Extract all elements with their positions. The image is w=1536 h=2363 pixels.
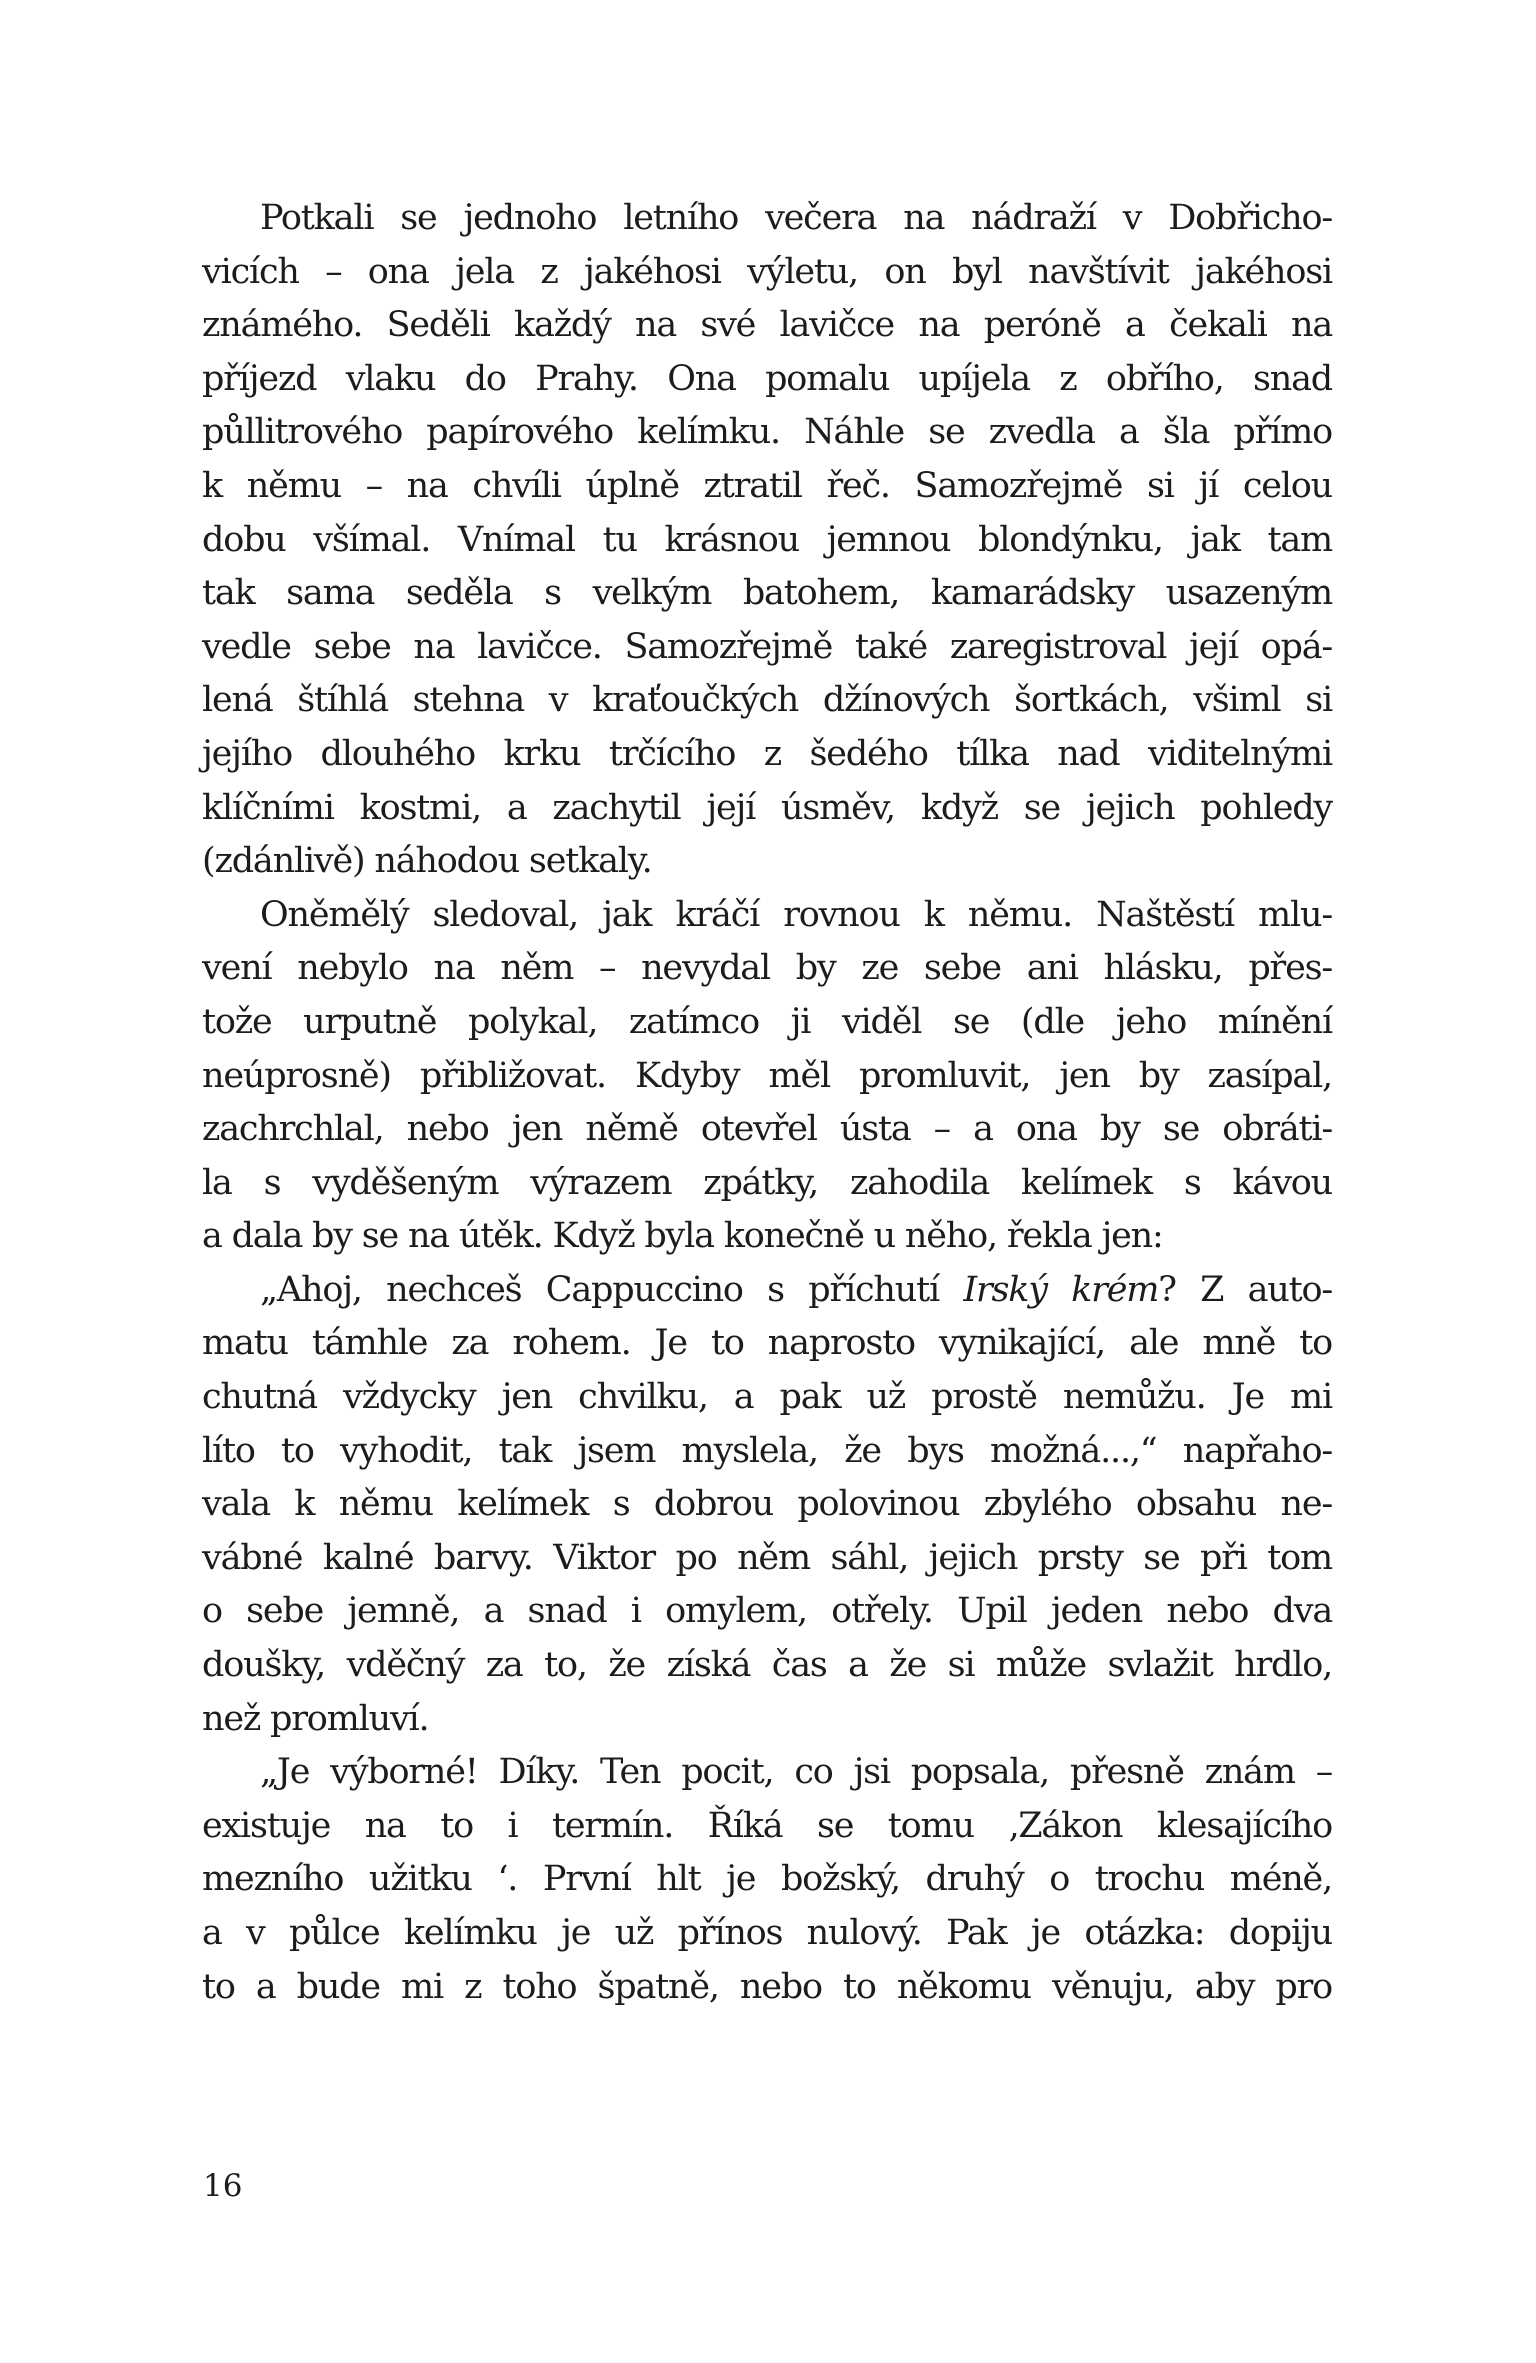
text-line: neúprosně) přibližovat. Kdyby měl promluvit, jen by zasípal, [202, 1055, 1332, 1096]
text-line: matu támhle za rohem. Je to naprosto vynikající, ale mně to [202, 1323, 1332, 1364]
text-line: tak sama seděla s velkým batohem, kamarádsky usazeným [202, 573, 1332, 614]
page-number: 16 [203, 2168, 243, 2204]
text-line: než promluví. [202, 1698, 429, 1739]
text-line: chutná vždycky jen chvilku, a pak už prostě nemůžu. Je mi [202, 1377, 1332, 1418]
text-line: k němu – na chvíli úplně ztratil řeč. Samozřejmě si jí celou [202, 465, 1332, 506]
text-line: dobu všímal. Vnímal tu krásnou jemnou blondýnku, jak tam [202, 519, 1332, 560]
text-line: la s vyděšeným výrazem zpátky, zahodila kelímek s kávou [202, 1162, 1332, 1203]
text-line: lená štíhlá stehna v kraťoučkých džínových šortkách, všiml si [202, 680, 1332, 721]
italic-product-name: Irský krém [963, 1269, 1159, 1310]
text-line: mezního užitku ‘. První hlt je božský, druhý o trochu méně, [202, 1859, 1332, 1900]
text-line: vala k němu kelímek s dobrou polovinou zbylého obsahu ne- [202, 1484, 1332, 1525]
text-line: zachrchlal, nebo jen němě otevřel ústa – a ona by se obráti- [202, 1109, 1332, 1150]
text-line: „Je výborné! Díky. Ten pocit, co jsi popsala, přesně znám – [260, 1752, 1332, 1793]
text-line: známého. Seděli každý na své lavičce na peróně a čekali na [202, 305, 1332, 346]
text-line: Oněmělý sledoval, jak kráčí rovnou k němu. Naštěstí mlu- [260, 894, 1332, 935]
text-line: jejího dlouhého krku trčícího z šedého tílka nad viditelnými [202, 733, 1332, 774]
text-line: a v půlce kelímku je už přínos nulový. Pak je otázka: dopiju [202, 1913, 1332, 1953]
text-line: klíčními kostmi, a zachytil její úsměv, když se jejich pohledy [202, 787, 1332, 828]
text-line: o sebe jemně, a snad i omylem, otřely. Upil jeden nebo dva [202, 1591, 1332, 1632]
text-line: a dala by se na útěk. Když byla konečně u něho, řekla jen: [202, 1216, 1163, 1257]
text-line: líto to vyhodit, tak jsem myslela, že bys možná...,“ napřaho- [202, 1430, 1332, 1471]
text-line: tože urputně polykal, zatímco ji viděl se (dle jeho mínění [202, 1001, 1332, 1042]
text-line: Potkali se jednoho letního večera na nádraží v Dobřicho- [260, 198, 1332, 238]
text-line: půllitrového papírového kelímku. Náhle se zvedla a šla přímo [202, 412, 1332, 453]
text-line: existuje na to i termín. Říká se tomu ‚Zákon klesajícího [202, 1805, 1332, 1846]
text-line [202, 1264, 1332, 1318]
text-line: vábné kalné barvy. Viktor po něm sáhl, jejich prsty se při tom [202, 1537, 1332, 1578]
text-line: (zdánlivě) náhodou setkaly. [202, 841, 652, 882]
text-line: vedle sebe na lavičce. Samozřejmě také zaregistroval její opá- [202, 626, 1332, 667]
text-line: vicích – ona jela z jakéhosi výletu, on byl navštívit jakéhosi [202, 251, 1332, 292]
text-span: ? Z auto- [1158, 1269, 1332, 1310]
text-line: příjezd vlaku do Prahy. Ona pomalu upíjela z obřího, snad [202, 358, 1332, 399]
text-line: to a bude mi z toho špatně, nebo to někomu věnuju, aby pro [202, 1966, 1332, 2007]
text-span: „Ahoj, nechceš Cappuccino s příchutí [260, 1269, 964, 1310]
body-text [202, 192, 1332, 2014]
text-line: vení nebylo na něm – nevydal by ze sebe ani hlásku, přes- [202, 948, 1332, 989]
text-line: doušky, vděčný za to, že získá čas a že si může svlažit hrdlo, [202, 1645, 1332, 1686]
